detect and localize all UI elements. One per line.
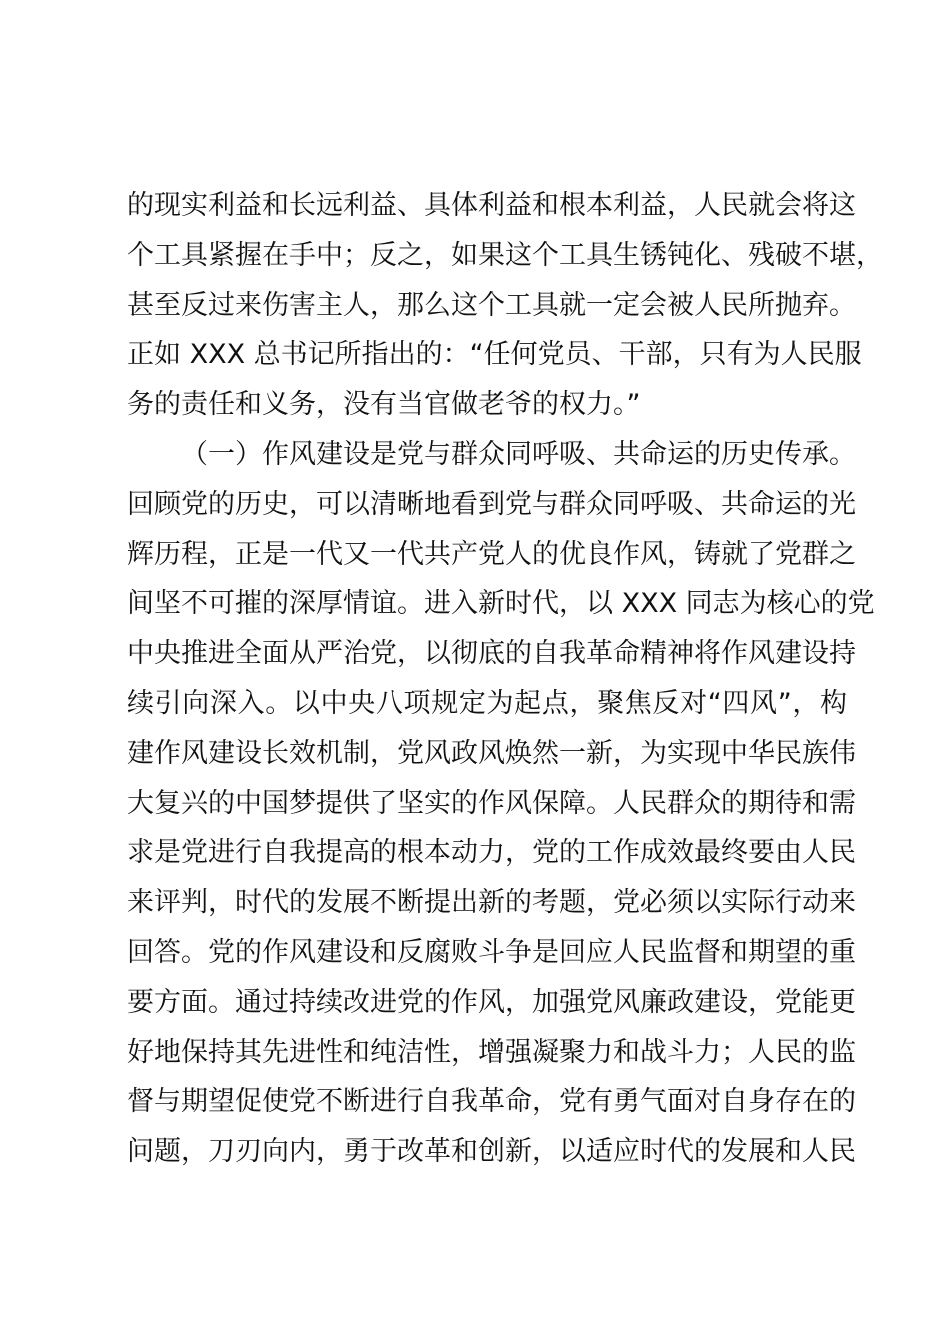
text-line: 建作风建设长效机制，党风政风焕然一新，为实现中华民族伟	[127, 737, 856, 769]
text-line: 续引向深入。以中央八项规定为起点，聚焦反对“四风”，构	[127, 687, 847, 719]
text-line: 问题，刀刃向内，勇于改革和创新，以适应时代的发展和人民	[127, 1136, 856, 1168]
text-line: 大复兴的中国梦提供了坚实的作风保障。人民群众的期待和需	[127, 787, 856, 819]
text-line: 甚至反过来伤害主人，那么这个工具就一定会被人民所抛弃。	[127, 289, 856, 321]
text-line: 要方面。通过持续改进党的作风，加强党风廉政建设，党能更	[127, 986, 856, 1018]
text-line: 务的责任和义务，没有当官做老爷的权力。”	[127, 389, 641, 421]
text-line: 回答。党的作风建设和反腐败斗争是回应人民监督和期望的重	[127, 936, 856, 968]
text-line: 正如 XXX 总书记所指出的：“任何党员、干部，只有为人民服	[127, 339, 862, 371]
text-line: 间坚不可摧的深厚情谊。进入新时代，以 XXX 同志为核心的党	[127, 588, 875, 620]
text-line: 的现实利益和长远利益、具体利益和根本利益，人民就会将这	[127, 190, 856, 221]
text-line: 督与期望促使党不断进行自我革命，党有勇气面对自身存在的	[127, 1086, 856, 1118]
text-line: 求是党进行自我提高的根本动力，党的工作成效最终要由人民	[127, 837, 856, 869]
text-line: 个工具紧握在手中；反之，如果这个工具生锈钝化、残破不堪，	[127, 239, 883, 271]
document-body	[127, 181, 883, 1177]
text-line: 好地保持其先进性和纯洁性，增强凝聚力和战斗力；人民的监	[127, 1036, 856, 1068]
text-line: 中央推进全面从严治党，以彻底的自我革命精神将作风建设持	[127, 638, 856, 670]
text-line: 来评判，时代的发展不断提出新的考题，党必须以实际行动来	[127, 887, 856, 919]
section-heading-line: （一）作风建设是党与群众同呼吸、共命运的历史传承。	[181, 438, 856, 470]
text-line: 回顾党的历史，可以清晰地看到党与群众同呼吸、共命运的光	[127, 488, 856, 520]
text-line: 辉历程，正是一代又一代共产党人的优良作风，铸就了党群之	[127, 538, 856, 570]
